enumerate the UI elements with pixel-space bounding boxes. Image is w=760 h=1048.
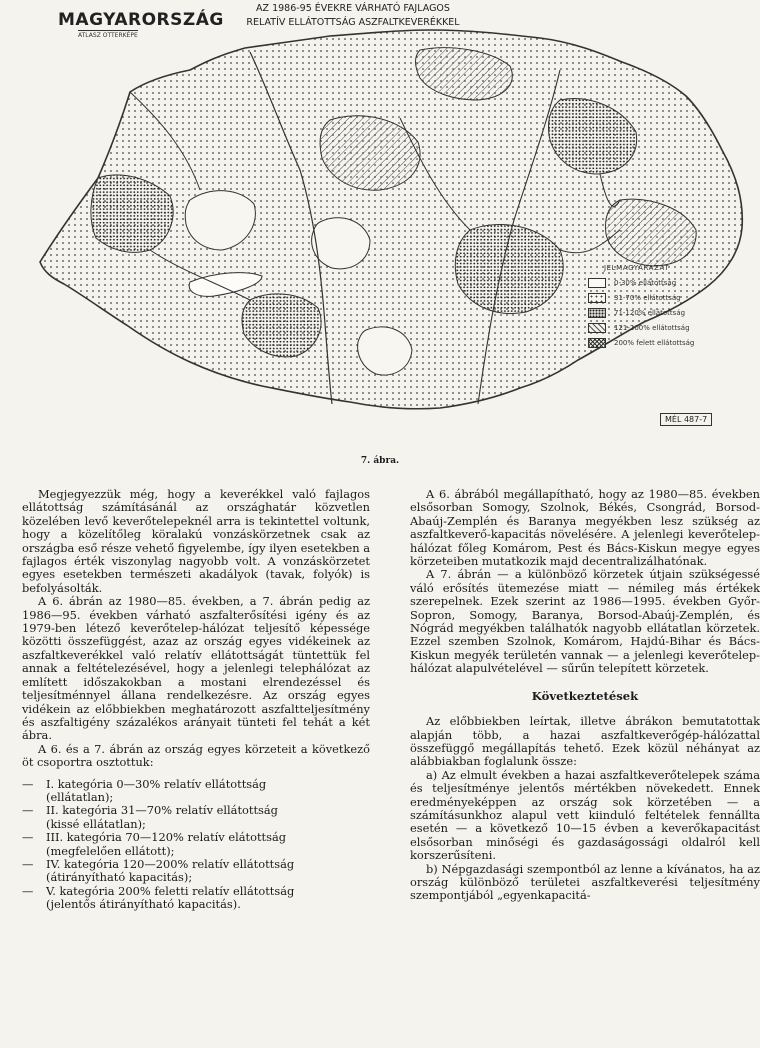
- map-brand-title: MAGYARORSZÁG: [58, 10, 224, 30]
- legend-swatch: [588, 293, 606, 303]
- category-main: III. kategória 70—120% relatív elátottság: [46, 830, 287, 845]
- map-code-box: MÉL 487-7: [660, 413, 712, 426]
- legend-title: JELMAGYARÁZAT: [604, 264, 670, 272]
- category-sub: (kissé ellátatlan);: [46, 816, 146, 831]
- category-sub: (ellátatlan);: [46, 789, 114, 804]
- region-blank-2: [312, 218, 370, 269]
- category-sub: (jelentős átirányítható kapacitás).: [46, 897, 241, 912]
- legend-label: 200% felett ellátottság: [614, 338, 695, 347]
- category-main: I. kategória 0—30% relatív ellátottság: [46, 776, 267, 791]
- category-main: IV. kategória 120—200% relatív ellátottság: [46, 856, 295, 871]
- paragraph: A 6. és a 7. ábrán az ország egyes körzeteit a következő öt csoportra osztottuk:: [22, 741, 370, 770]
- list-item: — II. kategória 31—70% relatív ellátottság (kissé ellátatlan);: [22, 804, 370, 831]
- paragraph: Megjegyezzük még, hogy a keverékkel való fajlagos ellátottság számításánál az országhatár közvetlen közelében levő keverőtelepeknél arra is tekintettel voltunk, hogy a közelítőleg köralakú vonzáskörzetnek csak az országba eső része vehető figyelembe, így ilyen esetekben a fajlagos érték viszonylag nagyobb volt. A vonzáskörzetet egyes esetekben természeti akadályok (tavak, folyók) is befolyásolták.: [22, 487, 370, 595]
- legend-swatch: [588, 323, 606, 333]
- legend-swatch: [588, 278, 606, 288]
- legend-label: 0-30% ellátottság: [614, 278, 677, 287]
- paragraph: Az előbbiekben leírtak, illetve ábrákon bemutatottak alapján több, a hazai aszfaltkeverőgép-hálózattal összefüggő megállapítás tehető. Ezek közül néhányat az alábbiakban foglalunk össze:: [410, 714, 760, 769]
- map-figure: [0, 0, 760, 462]
- paragraph: A 7. ábrán — a különböző körzetek útjain szükségessé váló erősítés ütemezése miatt — némileg más értékek szerepelnek. Ezek szerint az 1986—1995. években Győr-Sopron, Somogy, Baranya, Borsod-Abaúj-Zemplén, és Nógrád megyékben találhatók nagyobb ellátatlan körzetek. Ezzel szemben Szolnok, Komárom, Hajdú-Bihar és Bács-Kiskun megyék területén vannak — a jelenlegi keverőtelep-hálózat alapulvételével — sűrűn telepített körzetek.: [410, 567, 760, 676]
- legend-item: [588, 290, 738, 305]
- hungary-map: [0, 0, 760, 462]
- paragraph: b) Népgazdasági szempontból az lenne a kívánatos, ha az ország különböző területei aszfaltkeverési teljesítmény szempontjából „egyenkapacitá-: [410, 861, 760, 903]
- map-brand-subtitle: ATLASZ OTTERKÉPE: [78, 32, 138, 39]
- list-item: — V. kategória 200% feletti relatív ellátottság (jelentős átirányítható kapacitás).: [22, 885, 370, 912]
- category-list: [22, 778, 370, 912]
- legend-label: 71-120% ellátottság: [614, 308, 686, 317]
- list-item: — IV. kategória 120—200% relatív ellátottság (átirányítható kapacitás);: [22, 858, 370, 885]
- left-column: [22, 488, 370, 912]
- legend-item: [588, 275, 738, 290]
- legend-swatch: [588, 338, 606, 348]
- list-item: — III. kategória 70—120% relatív elátottság (megfelelően ellátott);: [22, 831, 370, 858]
- map-title: [208, 2, 498, 30]
- legend-label: 31-70% ellátottság: [614, 293, 681, 302]
- category-sub: (átirányítható kapacitás);: [46, 870, 193, 885]
- category-main: V. kategória 200% feletti relatív ellátottság: [46, 883, 295, 898]
- figure-caption: 7. ábra.: [360, 456, 400, 466]
- paragraph: A 6. ábrán az 1980—85. években, a 7. ábrán pedig az 1986—95. években várható aszfalterősítési igény és az 1979-ben létező keverőtelep-hálózat teljesítő képessége közötti összefüggést, azaz az ország egyes vidékeinek az aszfaltkeverékkel való relatív ellátottságát tüntettük fel annak a feltételezésével, hogy a jelenlegi telephálózat az említett időszakokban a mostani elrendezéssel és teljesítménnyel állana rendelkezésre. Az ország egyes vidékein az előbbiekben meghatározott aszfaltteljesítmény és aszfaltigény százalékos arányait tünteti fel tehát a két ábra.: [22, 594, 370, 743]
- legend-swatch: [588, 308, 606, 318]
- map-title-line-2: RELATÍV ELLÁTOTTSÁG ASZFALTKEVERÉKKEL: [246, 17, 460, 28]
- legend-label: 121-200% ellátottság: [614, 323, 690, 332]
- legend-item: [588, 335, 738, 350]
- section-title: Következtetések: [531, 688, 639, 703]
- right-column: [410, 488, 760, 903]
- legend-item: [588, 305, 738, 320]
- paragraph: a) Az elmult években a hazai aszfaltkeverőtelepek száma és teljesítménye jelentős mértékben növekedett. Ennek eredményeképpen az ország sok körzetében — a számításunkhoz alapul vett kiinduló feltételek fennállta esetén — a következő 10—15 évben a keverőkapacitást elsősorban minőségi és gazdaságossági oldalról kell korszerűsíteni.: [410, 767, 760, 863]
- category-main: II. kategória 31—70% relatív ellátottság: [46, 803, 278, 818]
- category-sub: (megfelelően ellátott);: [46, 843, 175, 858]
- legend-item: [588, 320, 738, 335]
- map-legend: [588, 264, 738, 350]
- list-item: — I. kategória 0—30% relatív ellátottság (ellátatlan);: [22, 778, 370, 805]
- map-title-line-1: AZ 1986-95 ÉVEKRE VÁRHATÓ FAJLAGOS: [256, 3, 450, 14]
- paragraph: A 6. ábrából megállapítható, hogy az 1980—85. években elsősorban Somogy, Szolnok, Békés, Csongrád, Borsod-Abaúj-Zemplén és Baranya megyékben lesz szükség az aszfaltkeverő-kapacitás növelésére. A jelenlegi keverőtelep-hálózat főleg Komárom, Pest és Bács-Kiskun megye egyes körzeteiben mutatkozik majd decentralizálhatónak.: [410, 487, 760, 569]
